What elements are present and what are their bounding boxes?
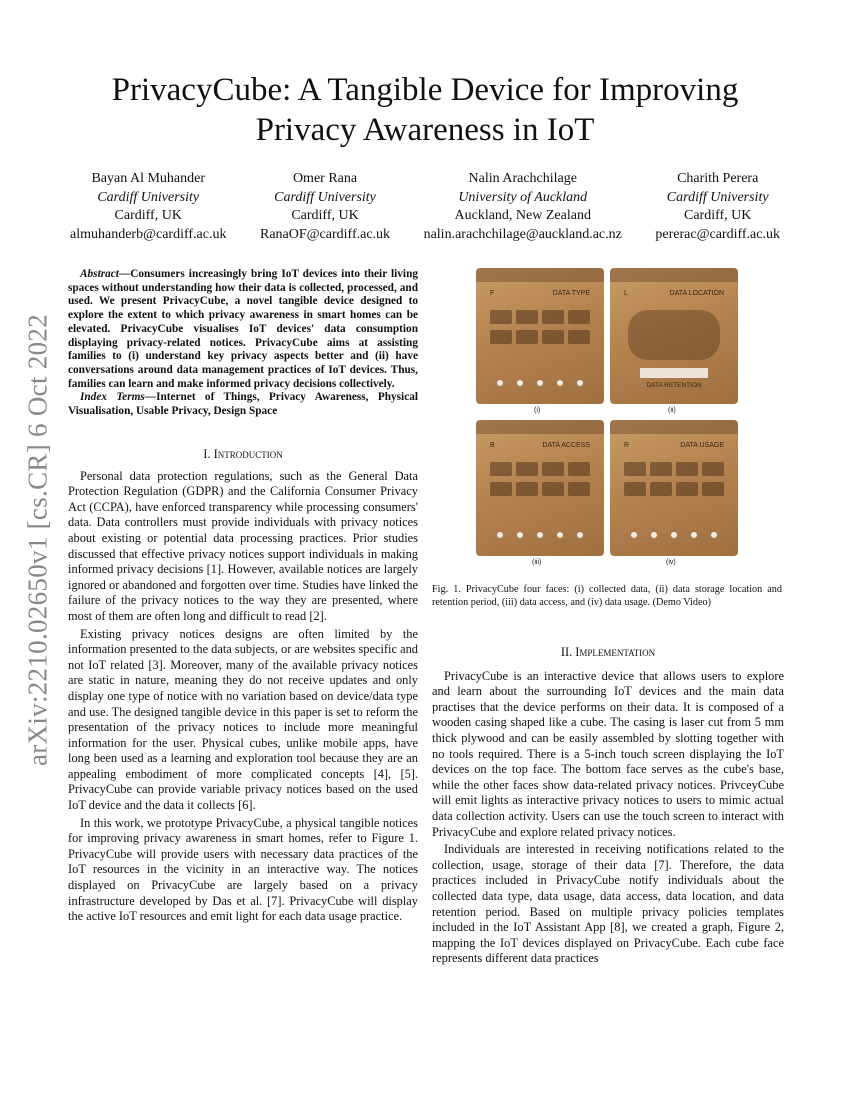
arxiv-id: arXiv:2210.02650v1 [cs.CR] 6 Oct 2022 bbox=[22, 313, 53, 767]
cube-face-data-access bbox=[476, 420, 604, 556]
face-caption: (ii) bbox=[668, 407, 676, 414]
body-paragraph: In this work, we prototype PrivacyCube, a physical tangible notices for improving privacy awareness in smart homes, refer to Figure 1. PrivacyCube will provide users with necessary data practices of the IoT resources in the vicinity in an interactive way. The notices displayed on PrivacyCube are largely based on a privacy infrastructure developed by Das et al. [7]. PrivacyCube will display the active IoT resources and emit light for each data usage practice. bbox=[68, 815, 418, 924]
cube-face-data-usage bbox=[610, 420, 738, 556]
face-caption: (iii) bbox=[532, 559, 542, 566]
face-caption: (i) bbox=[534, 407, 541, 414]
face-letter: B bbox=[490, 442, 495, 449]
title-line-2: Privacy Awareness in IoT bbox=[255, 112, 595, 148]
abstract-paragraph bbox=[68, 268, 418, 391]
body-paragraph: PrivacyCube is an interactive device that allows users to explore and learn about the surrounding IoT devices and the main data practises that the device performs on their data. It is composed of a wooden casing shaped like a cube. The casing is laser cut from 5 mm thick plywood and can be easily assembled by slotting together with no tools required. There is a 5-inch touch screen displaying the IoT devices on the top face. The bottom face serves as the cube's base, while the other faces show data-related privacy notices. PrivceyCube will emit lights as interactive privacy notices to users to mimic actual data collection activity. Users can use the touch screen to interact with PrivacyCube and explore related privacy notices. bbox=[432, 668, 784, 839]
author-location: Auckland, New Zealand bbox=[454, 208, 591, 223]
author-name: Nalin Arachchilage bbox=[468, 171, 577, 186]
author-location: Cardiff, UK bbox=[114, 208, 182, 223]
introduction-section bbox=[68, 447, 418, 927]
author-list bbox=[70, 170, 780, 244]
body-paragraph: Personal data protection regulations, such as the General Data Protection Regulation (GDPR) and the California Consumer Privacy Act (CCPA), have enforced transparency while processing consumers' data. Data controllers must provide individuals with privacy notices about existing or potential data processing practices. Prior studies discussed that effective privacy notices support individuals in making informed privacy decisions [1]. However, available notices are largely ignored or abandoned and forgotten over time. Studies have linked the failure of the privacy notices to the way they are presented, where most of them are often long and difficult to read [2]. bbox=[68, 468, 418, 623]
section-heading: II. Implementation bbox=[560, 645, 656, 659]
face-title: DATA ACCESS bbox=[542, 442, 590, 449]
retention-label: DATA RETENTION bbox=[646, 382, 702, 389]
section-heading: I. Introduction bbox=[203, 447, 283, 461]
author-name: Omer Rana bbox=[292, 171, 358, 186]
body-paragraph: Individuals are interested in receiving notifications related to the collection, usage, storage of their data [7]. Therefore, the data practices included in PrivacyCube notify individuals about the collected data type, data usage, data access, data location, and data retention period. Based on multiple privacy policies templates included in the IoT Assistant App [8], we created a graph, Figure 2, mapping the IoT devices displayed on PrivacyCube. Each cube face represents different data practices bbox=[432, 842, 784, 966]
world-map-icon bbox=[628, 310, 720, 360]
figure-caption: Fig. 1. PrivacyCube four faces: (i) collected data, (ii) data storage location and retention period, (iii) data access, and (iv) data usage. (Demo Video) bbox=[432, 584, 782, 608]
abstract-label: Abstract bbox=[80, 268, 119, 280]
implementation-section bbox=[432, 645, 784, 969]
face-letter: R bbox=[624, 442, 630, 449]
author-location: Cardiff, UK bbox=[683, 208, 752, 223]
face-letter: F bbox=[490, 290, 495, 297]
author-email: pererac@cardiff.ac.uk bbox=[655, 226, 780, 242]
cube-face-data-type bbox=[476, 268, 604, 404]
cube-face-data-location bbox=[610, 268, 738, 404]
index-terms-text: —Internet of Things, Privacy Awareness, Physical Visualisation, Usable Privacy, Design Space bbox=[68, 391, 418, 418]
author bbox=[260, 170, 390, 244]
author-affiliation: Cardiff University bbox=[666, 189, 769, 205]
face-caption: (iv) bbox=[666, 559, 676, 566]
author bbox=[655, 170, 780, 244]
index-terms-label: Index Terms bbox=[80, 391, 145, 404]
abstract-text: —Consumers increasingly bring IoT devices into their living spaces without understanding how their data is collected, processed, and used. We present PrivacyCube, a novel tangible device designed to explore the extent to which privacy awareness in smart homes can be elevated. PrivacyCube visualises IoT devices' data consumption displaying privacy-related notices. PrivacyCube aims at assisting families to (i) understand key privacy aspects better and (ii) have conversations around data management practices of IoT devices. Thus, families can learn and make informed privacy decisions collectively. bbox=[68, 268, 418, 390]
author-email: almuhanderb@cardiff.ac.uk bbox=[70, 226, 227, 242]
index-terms bbox=[68, 391, 418, 418]
face-title: DATA USAGE bbox=[680, 442, 724, 449]
author-name: Charith Perera bbox=[677, 171, 759, 186]
face-title: DATA TYPE bbox=[552, 290, 590, 297]
paper-title bbox=[0, 70, 850, 150]
author bbox=[424, 170, 622, 244]
author-affiliation: Cardiff University bbox=[97, 189, 200, 205]
author-location: Cardiff, UK bbox=[291, 208, 359, 223]
author-affiliation: Cardiff University bbox=[274, 189, 376, 205]
retention-bar bbox=[640, 368, 708, 378]
body-paragraph: Existing privacy notices designs are often limited by the information presented to the data subjects, or are websites specific and not IoT related [3]. Moreover, many of the available privacy notices are static in nature, meaning they do not receive updates and only display one type of notice with no variation based on device/data type and use. The designed tangible device in this paper is set to reform the presentation of the privacy notices to include more meaningful information for the user. Physical cubes, unlike mobile apps, have long been used as a learning and exploration tool because they are an appealing embodiment of more complicated concepts [4], [5]. PrivacyCube can provide variable privacy notices based on the used IoT device and the data it collects [6]. bbox=[68, 626, 418, 813]
figure-1 bbox=[476, 268, 738, 576]
face-letter: L bbox=[624, 290, 628, 297]
author bbox=[70, 170, 226, 244]
author-email: nalin.arachchilage@auckland.ac.nz bbox=[423, 226, 622, 242]
title-line-1: PrivacyCube: A Tangible Device for Improving bbox=[111, 72, 739, 108]
abstract bbox=[68, 268, 418, 419]
author-email: RanaOF@cardiff.ac.uk bbox=[260, 226, 391, 242]
author-name: Bayan Al Muhander bbox=[91, 171, 205, 186]
author-affiliation: University of Auckland bbox=[458, 189, 588, 205]
face-title: DATA LOCATION bbox=[669, 290, 724, 297]
arxiv-sidebar bbox=[8, 300, 68, 780]
